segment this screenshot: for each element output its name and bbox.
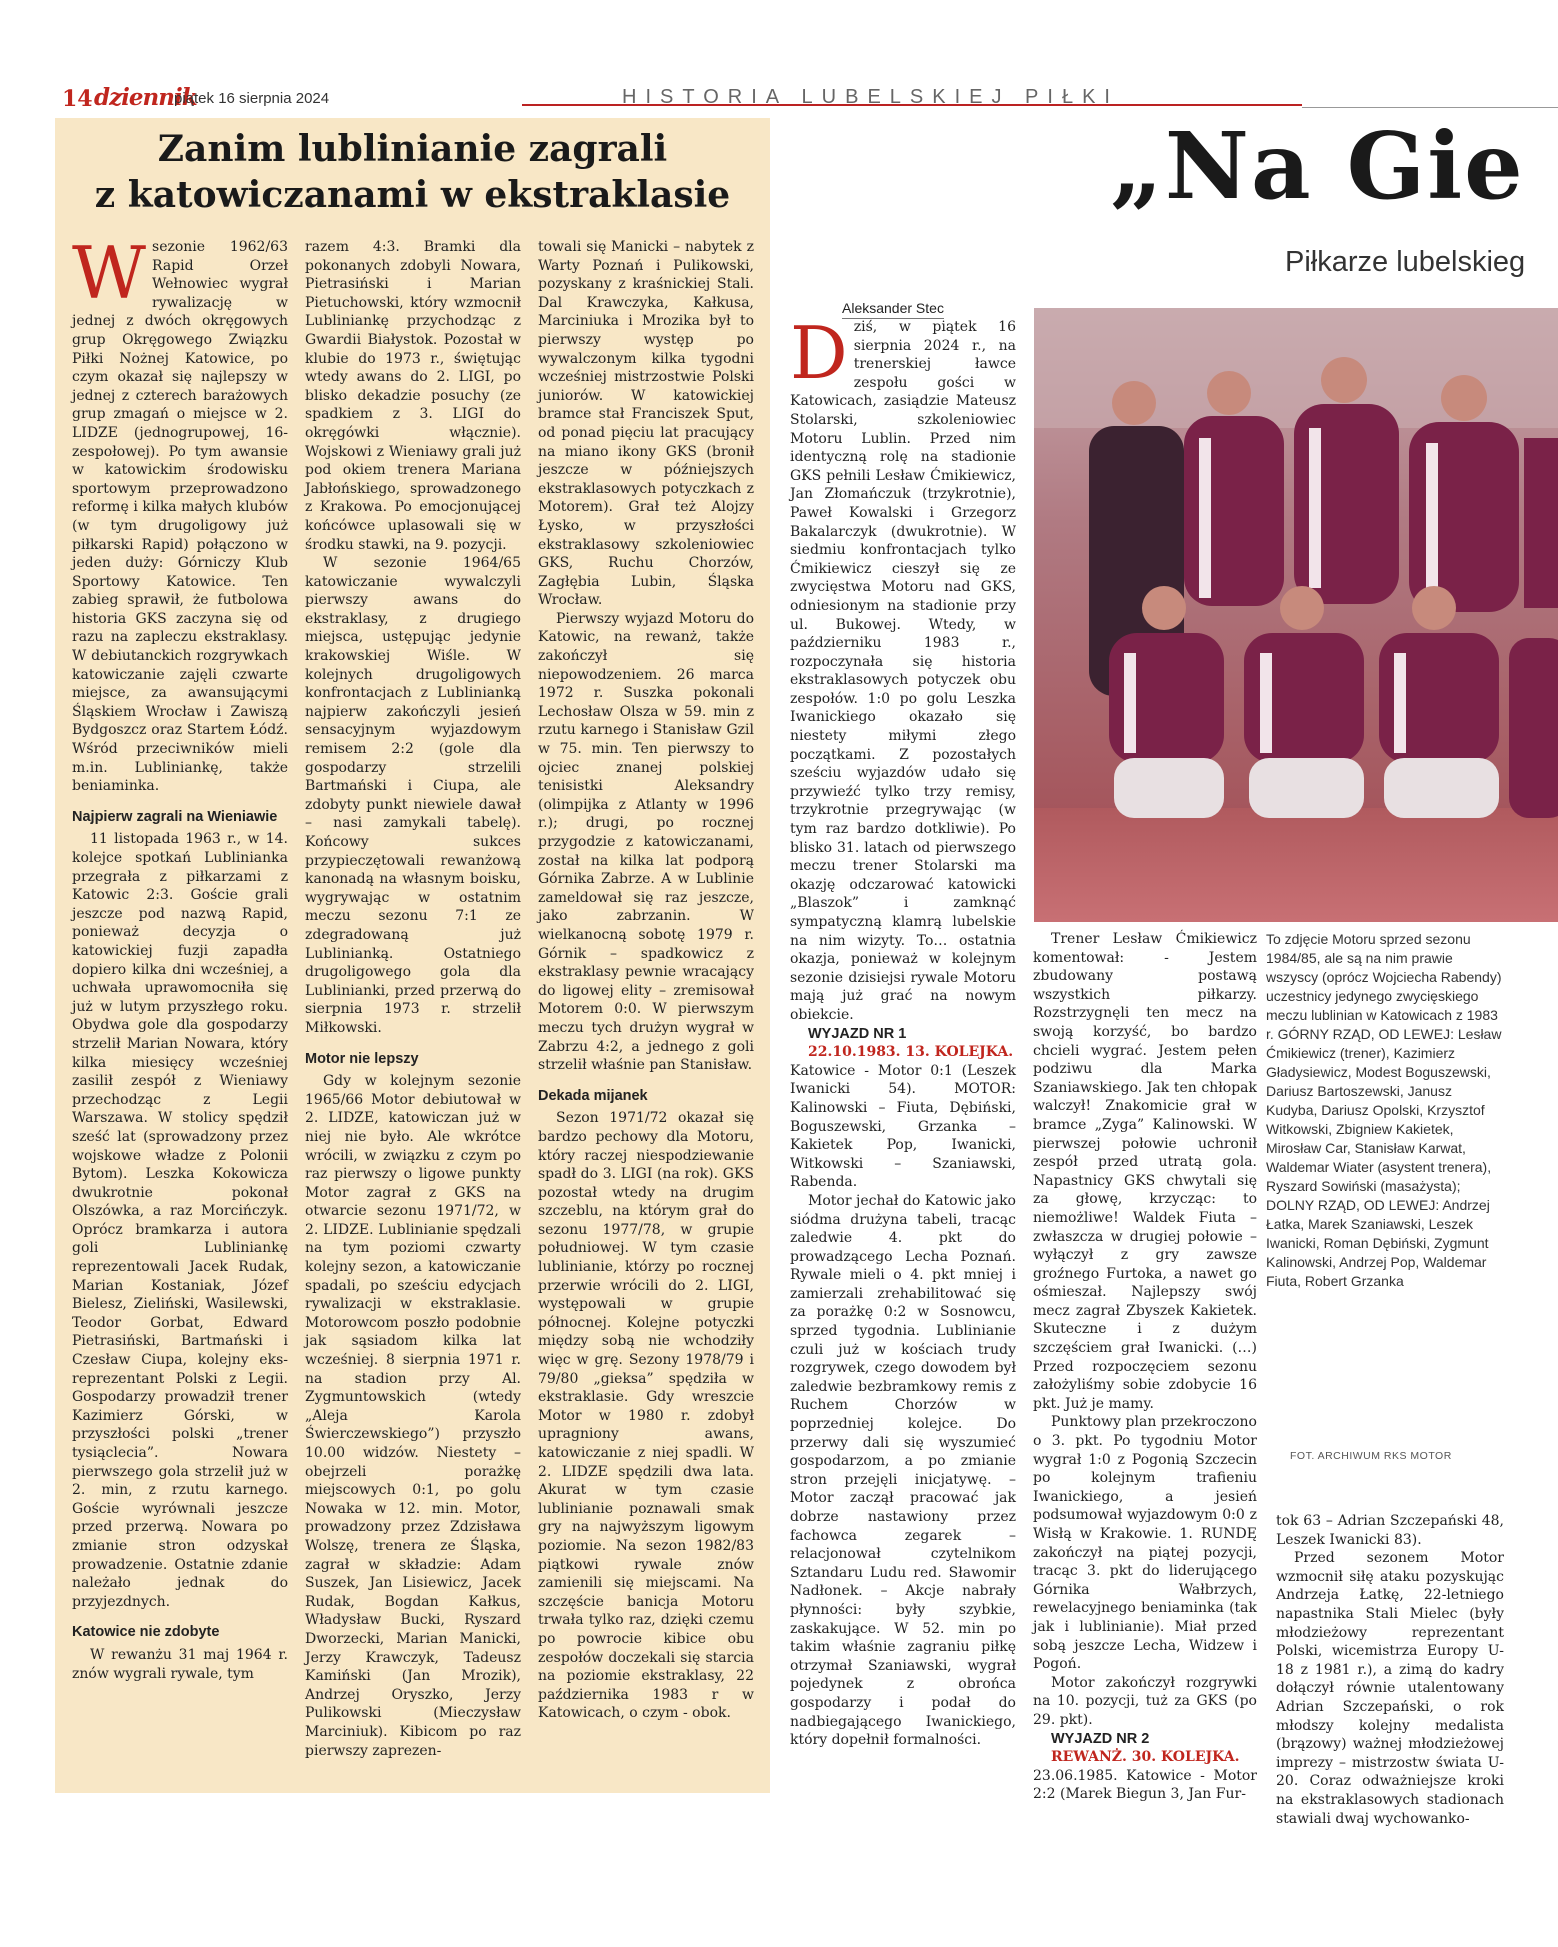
page-number: 14 <box>62 86 93 112</box>
paragraph: Pierwszy wyjazd Motoru do Katowic, na rewanż, także zakończył się niepowodzeniem. 26 marca 1972 r. Suszka pokonali Lechosław Olsza w 59. min z rzutu karnego i Stanisław Gzil w 75. min. Ten pierwszy to ojciec znanej polskiej tenisistki Aleksandry (olimpijka z Atlanty w 1996 r.); drugi, po rocznej przygodzie z katowiczanami, został na kilka lat podporą Górnika Zabrze. A w Lublinie zameldował się raz jeszcze, jako zabrzanin. W wielkanocną sobotę 1979 r. Górnik – spadkowicz z ekstraklasy pewnie wracający do ligowej elity – zremisował Motorem 0:0. W pierwszym meczu tych drużyn wygrał w Zabrzu 4:2, a jednego z goli strzelił właśnie pan Stanisław. <box>538 610 754 1074</box>
match-date: 22.10.1983. 13. KOLEJKA. <box>808 1044 1014 1061</box>
sidebar-column-2 <box>305 238 521 1760</box>
sidebar-title-line1: Zanim lublinianie zagrali <box>157 128 668 170</box>
paragraph: Przed sezonem Motor wzmocnił siłę ataku pozyskując Andrzeja Łatkę, 22-letniego napastnika Stali Mielec (były młodzieżowy reprezentant Polski, wicemistrza Europy U-18 z 1981 r.), a zimą do kadry dołączył równie utalentowany Adrian Szczepański, o rok młodszy kolejny medalista (brązowy) ważnej młodzieżowej imprezy – mistrzostw świata U-20. Coraz odważniejsze kroki na ekstraklasowych stadionach stawiali dwaj wychowanko- <box>1276 1550 1504 1827</box>
article-column-3 <box>1276 1512 1504 1828</box>
sidebar-column-3 <box>538 238 754 1723</box>
paragraph: 23.06.1985. Katowice - Motor 2:2 (Marek Biegun 3, Jan Fur- <box>1033 1767 1257 1803</box>
subheading: Dekada mijanek <box>538 1087 648 1104</box>
paragraph: 11 listopada 1963 r., w 14. kolejce spotkań Lublinianka przegrała z piłkarzami z Katowic 2:3. Goście grali jeszcze pod nazwą Rapid, ponieważ decyzja o katowickiej fuzji zapadła dopiero kilka dni wcześniej, a uchwała uprawomocniła się już w lutym przyszłego roku. Obydwa gole dla gospodarzy strzelił Marian Nowara, który kilka miesięcy wcześniej zasilił zespół z Wieniawy przechodząc z Legii Warszawa. W stolicy spędził sześć lat (sprowadzony przez wojskowe władze z Polonii Bytom). Leszka Kokowicza dwukrotnie pokonał Olszówka, a raz Morcińczyk. Oprócz bramkarza i autora goli Lubliniankę reprezentowali Jacek Rudak, Marian Kostaniak, Józef Bielesz, Zieliński, Wasilewski, Teodor Gorbat, Edward Pietrasiński, Bartmański i Czesław Ciupa, kolejny eks-reprezentant Polski z Legii. Gospodarzy prowadził trener Kazimierz Górski, w przyszłości polski „trener tysiąclecia”. Nowara pierwszego gola strzelił już w 2. min, z rzutu karnego. Goście wyrównali jeszcze przed przerwą. Nowara po zmianie stron odzyskał prowadzenie. Ostatnie zdanie należało jednak do przyjezdnych. <box>72 831 288 1610</box>
drop-cap: W <box>72 231 147 315</box>
paragraph: W rewanżu 31 maj 1964 r. znów wygrali rywale, tym <box>72 1646 288 1682</box>
issue-date: piątek 16 sierpnia 2024 <box>174 90 330 107</box>
section-title: HISTORIA LUBELSKIEJ PIŁKI <box>522 86 1302 106</box>
sidebar-box <box>55 118 770 1793</box>
team-photo <box>1034 308 1558 922</box>
main-subheadline: Piłkarze lubelskieg <box>1285 246 1526 278</box>
article-column-1 <box>790 311 1016 1750</box>
subheading: Katowice nie zdobyte <box>72 1624 220 1641</box>
subheading: Najpierw zagrali na Wieniawie <box>72 808 278 825</box>
paragraph: ziś, w piątek 16 sierpnia 2024 r., na trenerskiej ławce zespołu gości w Katowicach, zasiądzie Mateusz Stolarski, szkoleniowiec Motoru Lublin. Przed nim identyczną rolę na stadionie GKS pełnili Lesław Ćmikiewicz, Jan Złomańczuk (trzykrotnie), Paweł Kowalski i Grzegorz Bakalarczyk (dwukrotnie). W siedmiu konfrontacjach tylko Ćmikiewicz cieszył się ze zwycięstwa Motoru nad GKS, odniesionym na stadionie przy ul. Bukowej. Wtedy, w październiku 1983 r., rozpoczynała się historia ekstraklasowych potyczek obu zespołów. 1:0 po golu Leszka Iwanickiego okazało się niestety miłymi złego początkami. Z pozostałych sześciu wyjazdów udało się przywieźć tylko trzy remisy, trzykrotnie przegrywając (w tym raz bardzo dotkliwie). Po blisko 31. latach od pierwszego meczu trener Stolarski ma okazję odczarować katowicki „Blaszok” i zamknąć sympatyczną klamrą lubelskie na nim wizyty. To… ostatnia okazja, ponieważ w kolejnym sezonie dzisiejsi rywale Motoru mają już grać na nowym obiekcie. <box>790 319 1016 1023</box>
paragraph: sezonie 1962/63 Rapid Orzeł Wełnowiec wygrał rywalizację w jednej z dwóch okręgowych grup Okręgowego Związku Piłki Nożnej Katowice, po czym okazał się najlepszy w jednej z czterech barażowych grup zmagań o miejsce w 2. LIDZE (jednogrupowej, 16-zespołowej). Po tym awansie w katowickim środowisku sportowym przeprowadzono reformę i kilka małych klubów (w tym drugoligowy już piłkarski Rapid) połączono w jeden duży: Górniczy Klub Sportowy Katowice. Ten zabieg sprawił, że futbolowa historia GKS zaczyna się od razu na zapleczu ekstraklasy. W debiutanckich rozgrywkach katowiczanie zajęli czwarte miejsce, za awansującymi Śląskiem Wrocław i Zawiszą Bydgoszcz oraz Startem Łódź. Wśród przeciwników mieli m.in. Lubliniankę, także beniaminka. <box>72 239 288 795</box>
paragraph: W sezonie 1964/65 katowiczanie wywalczyli pierwszy awans do ekstraklasy, z drugiego miejsca, ustępując jedynie krakowskiej Wiśle. W kolejnych drugoligowych konfrontacjach z Lublinianką najpierw zakończyli jesień sensacyjnym wyjazdowym remisem 2:2 (gole dla gospodarzy strzelili Bartmański i Ciupa, ale zdobyty punkt niewiele dawał – nasi zamykali tabelę). Końcowy sukces przypieczętowali rewanżową kanonadą na własnym boisku, wygrywając w ostatnim meczu sezonu 7:1 ze zdegradowaną już Lublinianką. Ostatniego drugoligowego gola dla Lublinianki, przed przerwą do sierpnia 1973 r. strzelił Miłkowski. <box>305 555 521 1036</box>
subheading: WYJAZD NR 1 <box>808 1025 907 1042</box>
drop-cap: D <box>790 311 848 395</box>
main-headline: „Na Gie <box>1110 112 1525 220</box>
subheading: Motor nie lepszy <box>305 1050 419 1067</box>
sidebar-title <box>55 126 770 218</box>
subheading: WYJAZD NR 2 <box>1051 1730 1150 1747</box>
author-byline: Aleksander Stec <box>842 300 944 319</box>
paragraph: Gdy w kolejnym sezonie 1965/66 Motor debiutował w 2. LIDZE, katowiczan już w niej nie było. Ale wkrótce wrócili, w związku z czym po raz pierwszy o ligowe punkty Motor zagrał z GKS na otwarcie sezonu 1971/72, w 2. LIDZE. Lublinianie spędzali na tym poziomi czwarty kolejny sezon, a katowiczanie spadali, po sześciu edycjach rywalizacji w ekstraklasie. Motorowcom poszło podobnie jak sąsiadom kilka lat wcześniej. 8 sierpnia 1971 r. na stadion przy Al. Zygmuntowskich (wtedy „Aleja Karola Świerczewskiego”) przyszło 10.00 widzów. Niestety – obejrzeli porażkę miejscowych 0:1, po golu Nowaka w 12. min. Motor, prowadzony przez Zdzisława Wolszę, trenera ze Śląska, zagrał w składzie: Adam Suszek, Jan Lisiewicz, Jacek Rudak, Bogdan Kałkus, Władysław Bucki, Ryszard Dworzecki, Marian Manicki, Jerzy Krawczyk, Tadeusz Kamiński (Jan Mrozik), Andrzej Oryszko, Jerzy Pulikowski (Mieczysław Marciniuk). Kibicom po raz pierwszy zaprezen- <box>305 1073 521 1759</box>
paragraph: Trener Lesław Ćmikiewicz komentował: - Jestem zbudowany postawą wszystkich piłkarzy. Rozstrzygnęli ten mecz na swoją korzyść, bo bardzo chcieli wygrać. Jestem pełen podziwu dla Marka Szaniawskiego. Jak ten chłopak walczył! Znakomicie grał w bramce „Zyga” Kalinowski. W pierwszej połowie uchronił zespół przed utratą gola. Napastnicy GKS chwytali się za głowę, krzycząc: to niemożliwe! Waldek Fiuta – zwłaszcza w drugiej połowie – wyłączył z gry zawsze groźnego Furtoka, a nawet go ośmieszał. Najlepszy swój mecz zagrał Zbyszek Kakietek. Skuteczne i z dużym szczęściem grał Iwanicki. (…) Przed rozpoczęciem sezonu założyliśmy sobie zdobycie 16 pkt. Już je mamy. <box>1033 931 1257 1412</box>
team-photo-illustration <box>1034 308 1558 922</box>
sidebar-title-line2: z katowiczanami w ekstraklasie <box>94 174 731 216</box>
paragraph: Punktowy plan przekroczono o 3. pkt. Po tygodniu Motor wygrał 1:0 z Pogonią Szczecin po kolejnym trafieniu Iwanickiego, a jesień podsumował wyjazdowym 0:0 z Wisłą w Krakowie. 1. RUNDĘ zakończył na piątej pozycji, tracąc 3. pkt do liderującego Górnika Wałbrzych, rewelacyjnego beniaminka (tak jak i lublinianie). Miał przed sobą jeszcze Lecha, Widzew i Pogoń. <box>1033 1414 1257 1673</box>
paragraph: tok 63 – Adrian Szczepański 48, Leszek Iwanicki 83). <box>1276 1513 1504 1548</box>
header-rule <box>1302 107 1558 108</box>
article-column-2 <box>1033 930 1257 1804</box>
paragraph: Motor zakończył rozgrywki na 10. pozycji, tuż za GKS (po 29. pkt). <box>1033 1674 1257 1728</box>
paragraph: Katowice - Motor 0:1 (Leszek Iwanicki 54). MOTOR: Kalinowski – Fiuta, Dębiński, Boguszewski, Grzanka – Kakietek Pop, Iwanicki, Witkowski – Szaniawski, Rabenda. <box>790 1062 1016 1191</box>
paragraph: razem 4:3. Bramki dla pokonanych zdobyli Nowara, Pietrasiński i Marian Pietuchowski, który wzmocnił Lubliniankę przychodząc z Gwardii Białystok. Pozostał w klubie do 1973 r., świętując wtedy awans do 2. LIGI, po blisko dekadzie posuchy (ze spadkiem z 3. LIGI do okręgówki włącznie). Wojskowi z Wieniawy grali już pod okiem trenera Mariana Jabłońskiego, sprowadzonego z Krakowa. Po emocjonującej końcówce uplasowali się w środku stawki, na 9. pozycji. <box>305 239 521 553</box>
photo-caption: To zdjęcie Motoru sprzed sezonu 1984/85, ale są na nim prawie wszyscy (oprócz Wojciecha Rabendy) uczestnicy jedynego zwycięskiego meczu lublinian w Katowicach z 1983 r. GÓRNY RZĄD, OD LEWEJ: Lesław Ćmikiewicz (trener), Kazimierz Gładysiewicz, Modest Boguszewski, Dariusz Bartoszewski, Janusz Kudyba, Dariusz Opolski, Krzysztof Witkowski, Zbigniew Kakietek, Mirosław Car, Stanisław Karwat, Waldemar Wiater (asystent trenera), Ryszard Sowiński (masażysta); DOLNY RZĄD, OD LEWEJ: Andrzej Łatka, Marek Szaniawski, Leszek Iwanicki, Roman Dębiński, Zygmunt Kalinowski, Andrzej Pop, Waldemar Fiuta, Robert Grzanka <box>1266 931 1502 1289</box>
paragraph: towali się Manicki – nabytek z Warty Poznań i Pulikowski, pozyskany z kraśnickiej Stali. Dal Krawczyka, Kałkusa, Marciniuka i Mrozika był to pierwszy występ po wywalczonym kilka tygodni wcześniej mistrzostwie Polski juniorów. W katowickiej bramce stał Franciszek Sput, od ponad pięciu lat pracujący na miano ikony GKS (bronił jeszcze w późniejszych ekstraklasowych potyczkach z Motorem). Grał też Alojzy Łysko, w przyszłości ekstraklasowy szkoleniowiec GKS, Ruchu Chorzów, Zagłębia Lubin, Śląska Wrocław. <box>538 239 754 609</box>
newspaper-logo: dziennik <box>94 84 197 111</box>
match-date: REWANŻ. 30. KOLEJKA. <box>1051 1749 1240 1766</box>
photo-credit: FOT. ARCHIWUM RKS MOTOR <box>1290 1450 1452 1462</box>
paragraph: Motor jechał do Katowic jako siódma drużyna tabeli, tracąc zaledwie 4. pkt do prowadzącego Lecha Poznań. Rywale mieli o 4. pkt mniej i zamierzali zrehabilitować się za porażkę 0:2 w Sosnowcu, sprzed tygodnia. Lublinianie czuli już w kościach trudy rozgrywek, czego dowodem był zaledwie bezbramkowy remis z Ruchem Chorzów w poprzedniej kolejce. Do przerwy dali się wyszumieć gospodarzom, a po zmianie stron przejęli inicjatywę. – Motor zaczął pracować jak dobrze nastawiony przez fachowca zegarek – relacjonował czytelnikom Sztandaru Ludu red. Sławomir Nadłonek. – Akcje nabrały płynności: były szybkie, zaskakujące. W 52. min po takim właśnie zagraniu piłkę otrzymał Szaniawski, wygrał pojedynek z obrońca gospodarzy i podał do nadbiegającego Iwanickiego, który dopełnił formalności. <box>790 1192 1016 1749</box>
paragraph: Sezon 1971/72 okazał się bardzo pechowy dla Motoru, który raczej niespodziewanie spadł do 3. LIGI (na rok). GKS pozostał wtedy na drugim szczeblu, na którym grał do sezonu 1977/78, w grupie południowej. W tym czasie lublinianie, którzy po rocznej przerwie wrócili do 2. LIGI, występowali w grupie północnej. Kolejne potyczki między sobą nie wchodziły więc w grę. Sezony 1978/79 i 79/80 „gieksa” spędziła w ekstraklasie. Gdy wreszcie Motor w 1980 r. zdobył upragniony awans, katowiczanie z niej spadli. W 2. LIDZE spędzili dwa lata. Akurat w tym czasie lublinianie poznawali smak gry na najwyższym ligowym poziomie. Na sezon 1982/83 piątkowi rywale znów zamienili się miejscami. Na szczęście banicja Motoru trwała tylko raz, dzięki czemu po powrocie kibice obu zespołów doczekali się starcia na poziomie ekstraklasy, 22 października 1983 r w Katowicach, o czym - obok. <box>538 1110 754 1722</box>
sidebar-column-1 <box>72 231 288 1683</box>
page-header <box>62 86 1558 112</box>
